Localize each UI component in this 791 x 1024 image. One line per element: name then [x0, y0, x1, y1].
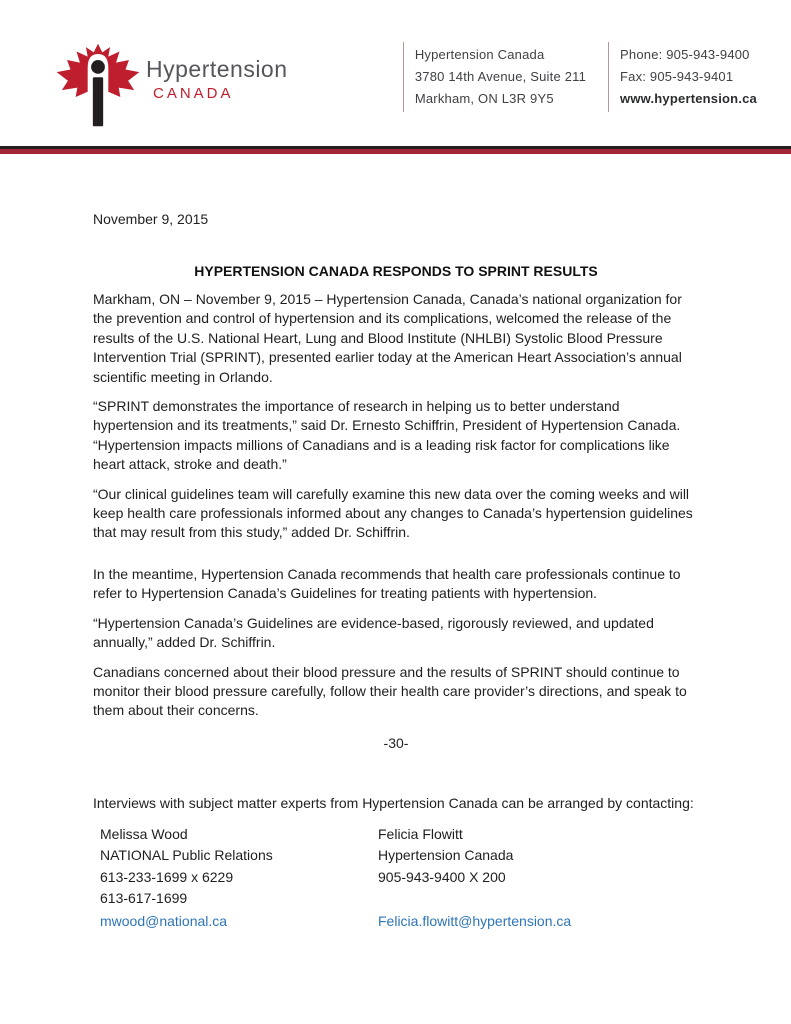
- paragraph-quote-guidelines-team: “Our clinical guidelines team will carefully examine this new data over the coming weeks and will keep health care professionals informed about any changes to Canada’s hypertension guidelines that may result from this study,” added Dr. Schiffrin.: [93, 485, 693, 541]
- paragraph-canadians-advice: Canadians concerned about their blood pressure and the results of SPRINT should continue to monitor their blood pressure carefully, follow their health care provider’s directions, and speak to them about their concerns.: [93, 663, 687, 719]
- contact-card-felicia-flowitt: [378, 824, 656, 933]
- fax-number: Fax: 905-943-9401: [620, 69, 734, 84]
- document-body: [0, 211, 791, 932]
- paragraph-quote-evidence: “Hypertension Canada’s Guidelines are evidence-based, rigorously reviewed, and updated annually,” added Dr. Schiffrin.: [93, 614, 654, 651]
- phone-number: Phone: 905-943-9400: [620, 47, 750, 62]
- contact-email-link[interactable]: Felicia.flowitt@hypertension.ca: [378, 912, 572, 929]
- paragraph-quote-sprint: “SPRINT demonstrates the importance of research in helping us to better understand hypertension and its treatments,” said Dr. Ernesto Schiffrin, President of Hypertension Canada. “Hypertension impacts millions of Canadians and is a leading risk factor for complications like heart attack, stroke and death.”: [93, 398, 681, 473]
- org-street: 3780 14th Avenue, Suite 211: [414, 69, 587, 84]
- contact-phone-secondary: 613-617-1699: [100, 890, 188, 907]
- org-name: Hypertension Canada: [414, 47, 545, 62]
- org-city: Markham, ON L3R 9Y5: [414, 91, 554, 106]
- website-url[interactable]: www.hypertension.ca: [620, 91, 757, 106]
- brand-name: Hypertension: [146, 56, 288, 82]
- contact-organization: Hypertension Canada: [378, 847, 514, 864]
- paragraph-meantime: In the meantime, Hypertension Canada recommends that health care professionals continue to refer to Hypertension Canada’s Guidelines for treating patients with hypertension.: [93, 565, 681, 602]
- divider-rule-red: [0, 149, 791, 154]
- paragraph-lede: Markham, ON – November 9, 2015 – Hypertension Canada, Canada’s national organization for the prevention and control of hypertension and its complications, welcomed the release of the results of the U.S. National Heart, Lung and Blood Institute (NHLBI) Systolic Blood Pressure Intervention Trial (SPRINT), presented earlier today at the American Heart Association’s annual scientific meeting in Orlando.: [93, 291, 682, 385]
- contact-card-melissa-wood: [100, 824, 378, 933]
- contact-email-link[interactable]: mwood@national.ca: [100, 912, 228, 929]
- letterhead-contact-block: [608, 42, 757, 112]
- release-date: November 9, 2015: [93, 211, 209, 227]
- contact-organization: NATIONAL Public Relations: [100, 847, 273, 864]
- letterhead: [0, 0, 791, 133]
- contact-phone-secondary: [378, 888, 656, 910]
- brand-country: CANADA: [153, 85, 234, 102]
- hypertension-canada-logo: [54, 42, 288, 133]
- contact-phone-primary: 613-233-1699 x 6229: [100, 868, 234, 885]
- press-release-title: HYPERTENSION CANADA RESPONDS TO SPRINT RESULTS: [194, 263, 598, 279]
- contact-name: Melissa Wood: [100, 825, 188, 842]
- contact-name: Felicia Flowitt: [378, 825, 463, 842]
- logo-wordmark: [146, 56, 288, 102]
- letterhead-address-block: [403, 42, 586, 112]
- media-contacts: [100, 824, 699, 933]
- end-mark-30: -30-: [383, 734, 409, 751]
- interviews-note: Interviews with subject matter experts from Hypertension Canada can be arranged by contacting:: [93, 794, 694, 811]
- contact-phone-primary: 905-943-9400 X 200: [378, 868, 506, 885]
- maple-leaf-person-icon: [54, 42, 142, 133]
